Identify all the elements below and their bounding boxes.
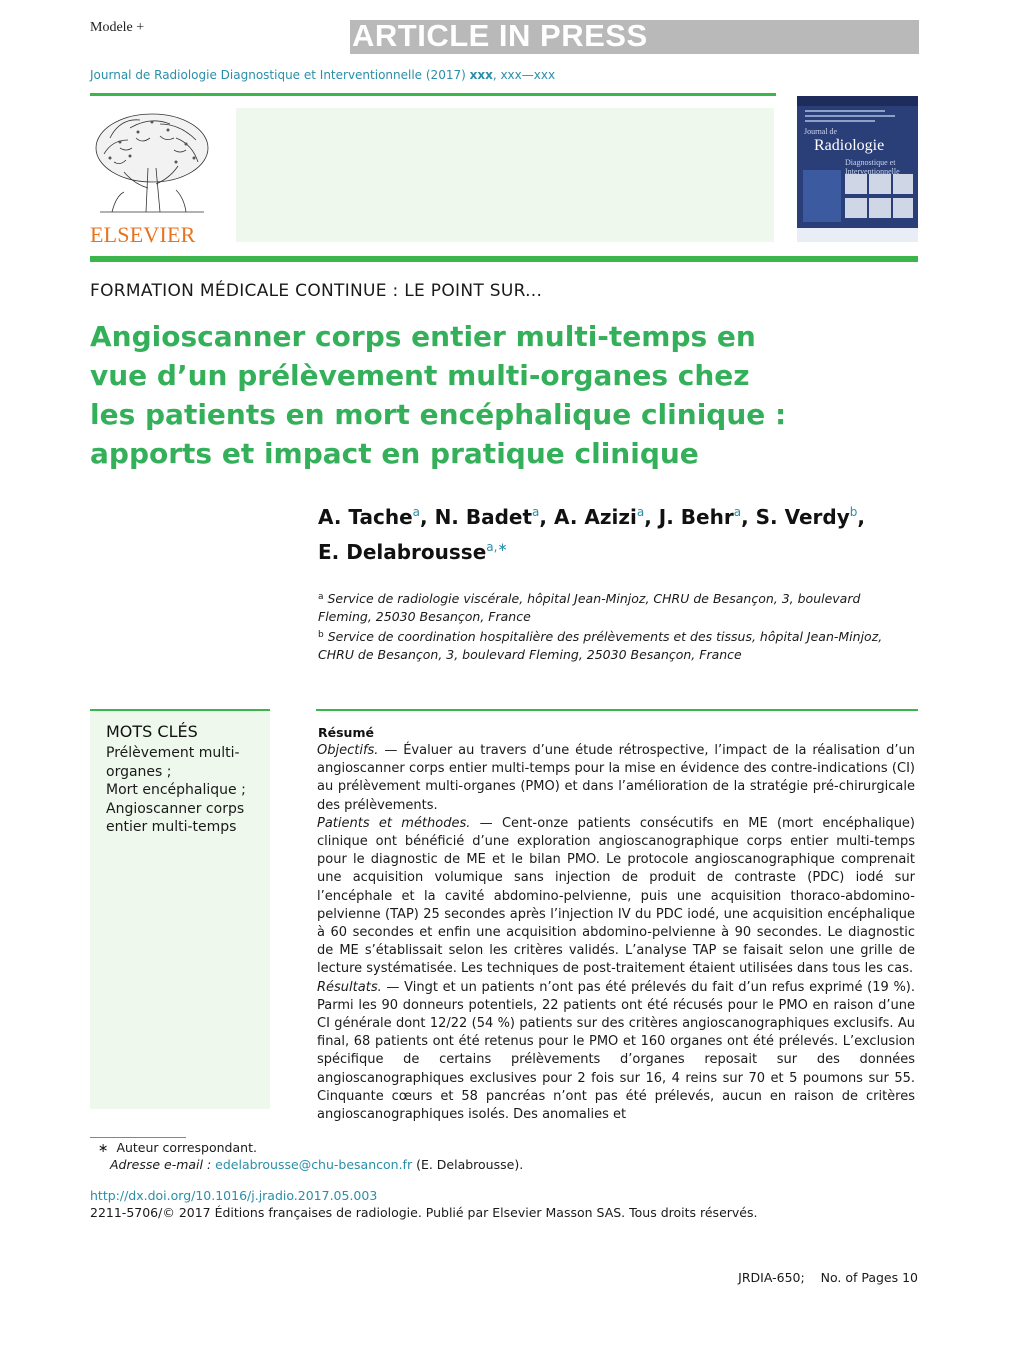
author-list: A. Tache$^a$, N. Badet$^a$, A. Azizi$^a$, J. Behr$^a$, S. Verdy$^b$, E. Delabrousse$^{a,∗}$ xyxy=(318,505,865,564)
abstract-objectifs xyxy=(317,742,915,815)
author-name: J. Behr xyxy=(658,505,734,529)
footnote-corresponding xyxy=(98,1139,257,1156)
article-in-press-text: ARTICLE IN PRESS xyxy=(352,18,648,53)
footnote-marker: ∗ xyxy=(98,1140,109,1155)
cover-title-large: Radiologie xyxy=(814,137,885,154)
title-line: vue d’un prélèvement multi-organes chez xyxy=(90,359,750,392)
top-divider xyxy=(90,93,776,96)
footnote-email xyxy=(110,1156,523,1173)
title-line: apports et impact en pratique clinique xyxy=(90,437,699,470)
affiliation-marker: a xyxy=(318,592,324,602)
cover-title-small: Journal de xyxy=(804,127,838,136)
affiliation-text: Service de coordination hospitalière des prélèvements et des tissus, hôpital Jean-Minjoz, CHRU de Besançon, 3, boulevard Fleming, 25030 Besançon, France xyxy=(318,629,883,662)
article-title xyxy=(90,317,810,473)
abstract-section-text: — Évaluer au travers d’une étude rétrospective, l’impact de la réalisation d’un angioscanner corps entier multi-temps pour la mise en évidence des contre-indications (CI) au prélèvement multi-organes (PMO) et dans l’amélioration de la stratégie pré-chirurgicale des prélèvements. xyxy=(317,743,915,813)
keyword-item: Prélèvement multi-organes ; xyxy=(106,745,240,780)
journal-volume: xxx xyxy=(469,68,493,82)
email-link[interactable]: edelabrousse@chu-besancon.fr xyxy=(215,1157,413,1172)
abstract-body xyxy=(317,742,915,1124)
keywords-list xyxy=(106,744,266,837)
abstract-section-text: — Vingt et un patients n’ont pas été prélevés du fait d’un refus exprimé (19 %). Parmi les 90 donneurs potentiels, 22 patients ont été récusés pour le PMO en raison d’une CI générale dont 12/22 (54 %) patients sur des critères angioscanographiques exclusifs. Au final, 68 patients ont été retenus pour le PMO et 160 organes ont été prélevés. L’exclusion spécifique de certains prélèvements d’organes reposait sur des données angioscanographiques exclusives pour 2 fois sur 16, 4 reins sur 70 et 5 poumons sur 55. Cinquante cœurs et 58 pancréas n’ont pas été prélevés, aucun en raison de critères angioscanographiques isolés. Des anomalies et xyxy=(317,979,915,1123)
affiliation-text: Service de radiologie viscérale, hôpital Jean-Minjoz, CHRU de Besançon, 3, boulevard Fleming, 25030 Besançon, France xyxy=(318,591,861,624)
author-affiliation-marker[interactable]: a xyxy=(733,505,742,519)
section-label: FORMATION MÉDICALE CONTINUE : LE POINT SUR... xyxy=(90,281,543,301)
abstract-heading: Résumé xyxy=(318,725,374,740)
author-name: S. Verdy xyxy=(755,505,850,529)
author-name: N. Badet xyxy=(434,505,533,529)
author-name: A. Tache xyxy=(318,505,413,529)
header-green-panel xyxy=(236,108,774,242)
title-line: Angioscanner corps entier multi-temps en xyxy=(90,320,756,353)
abstract-resultats xyxy=(317,979,915,1125)
affiliation-item xyxy=(318,626,918,664)
author-affiliation-marker[interactable]: b xyxy=(849,505,858,519)
footnote-text: Auteur correspondant. xyxy=(116,1140,257,1155)
author-affiliation-marker[interactable]: a xyxy=(412,505,420,519)
journal-citation[interactable] xyxy=(90,68,555,82)
author-affiliation-marker[interactable]: a xyxy=(636,505,645,519)
journal-name: Journal de Radiologie Diagnostique et Interventionnelle (2017) xyxy=(90,68,470,82)
elsevier-wordmark: ELSEVIER xyxy=(90,222,196,247)
header-white-block xyxy=(148,20,350,54)
title-line: les patients en mort encéphalique clinique : xyxy=(90,398,787,431)
author-affiliation-marker[interactable]: a,∗ xyxy=(486,540,508,554)
doi-link[interactable]: http://dx.doi.org/10.1016/j.jradio.2017.05.003 xyxy=(90,1188,378,1203)
footnote-divider xyxy=(90,1137,186,1138)
abstract-methodes xyxy=(317,815,915,979)
email-suffix: (E. Delabrousse). xyxy=(412,1157,524,1172)
copyright-line: 2211-5706/© 2017 Éditions françaises de radiologie. Publié par Elsevier Masson SAS. Tous droits réservés. xyxy=(90,1205,758,1220)
keywords-heading: MOTS CLÉS xyxy=(106,722,198,741)
author-name: E. Delabrousse xyxy=(318,540,487,564)
abstract-section-text: — Cent-onze patients consécutifs en ME (mort encéphalique) clinique ont bénéficié d’une exploration angioscanographique corps entier multi-temps pour le diagnostic de ME et le bilan PMO. Le protocole angioscanographique comprenait une acquisition volumique sans injection de produit de contraste (PDC) iodé sur l’encéphale et la cavité abdomino-pelvienne, puis une acquisition thoraco-abdomino-pelvienne (TAP) 25 secondes après l’injection IV du PDC iodé, une acquisition encéphalique à 60 secondes et enfin une acquisition abdomino-pelvienne à 90 secondes. Le diagnostic de ME s’établissait selon les critères validés. L’analyse TAP se faisait selon une grille de lecture systématisée. Les techniques de post-traitement étaient utilisées dans tous les cas. xyxy=(317,815,915,977)
author-name: A. Azizi xyxy=(553,505,637,529)
abstract-divider xyxy=(316,709,918,711)
abstract-section-label: Objectifs. xyxy=(317,743,379,758)
journal-pages: , xxx—xxx xyxy=(492,68,556,82)
affiliations xyxy=(318,588,918,664)
abstract-section-label: Patients et méthodes. xyxy=(317,815,471,831)
abstract-section-label: Résultats. xyxy=(317,979,382,995)
keyword-item: Mort encéphalique ; xyxy=(106,782,246,798)
email-label: Adresse e-mail : xyxy=(110,1157,216,1172)
cover-subtitle: Diagnostique et Interventionnelle xyxy=(845,158,900,176)
modele-label: Modele + xyxy=(90,20,145,35)
footer-article-id: JRDIA-650; No. of Pages 10 xyxy=(738,1270,918,1285)
author-affiliation-marker[interactable]: a xyxy=(532,505,540,519)
affiliation-marker: b xyxy=(318,630,324,640)
keyword-item: Angioscanner corps entier multi-temps xyxy=(106,800,245,835)
affiliation-item xyxy=(318,588,918,626)
header-bottom-divider xyxy=(90,256,918,262)
elsevier-tree-icon xyxy=(90,108,214,220)
